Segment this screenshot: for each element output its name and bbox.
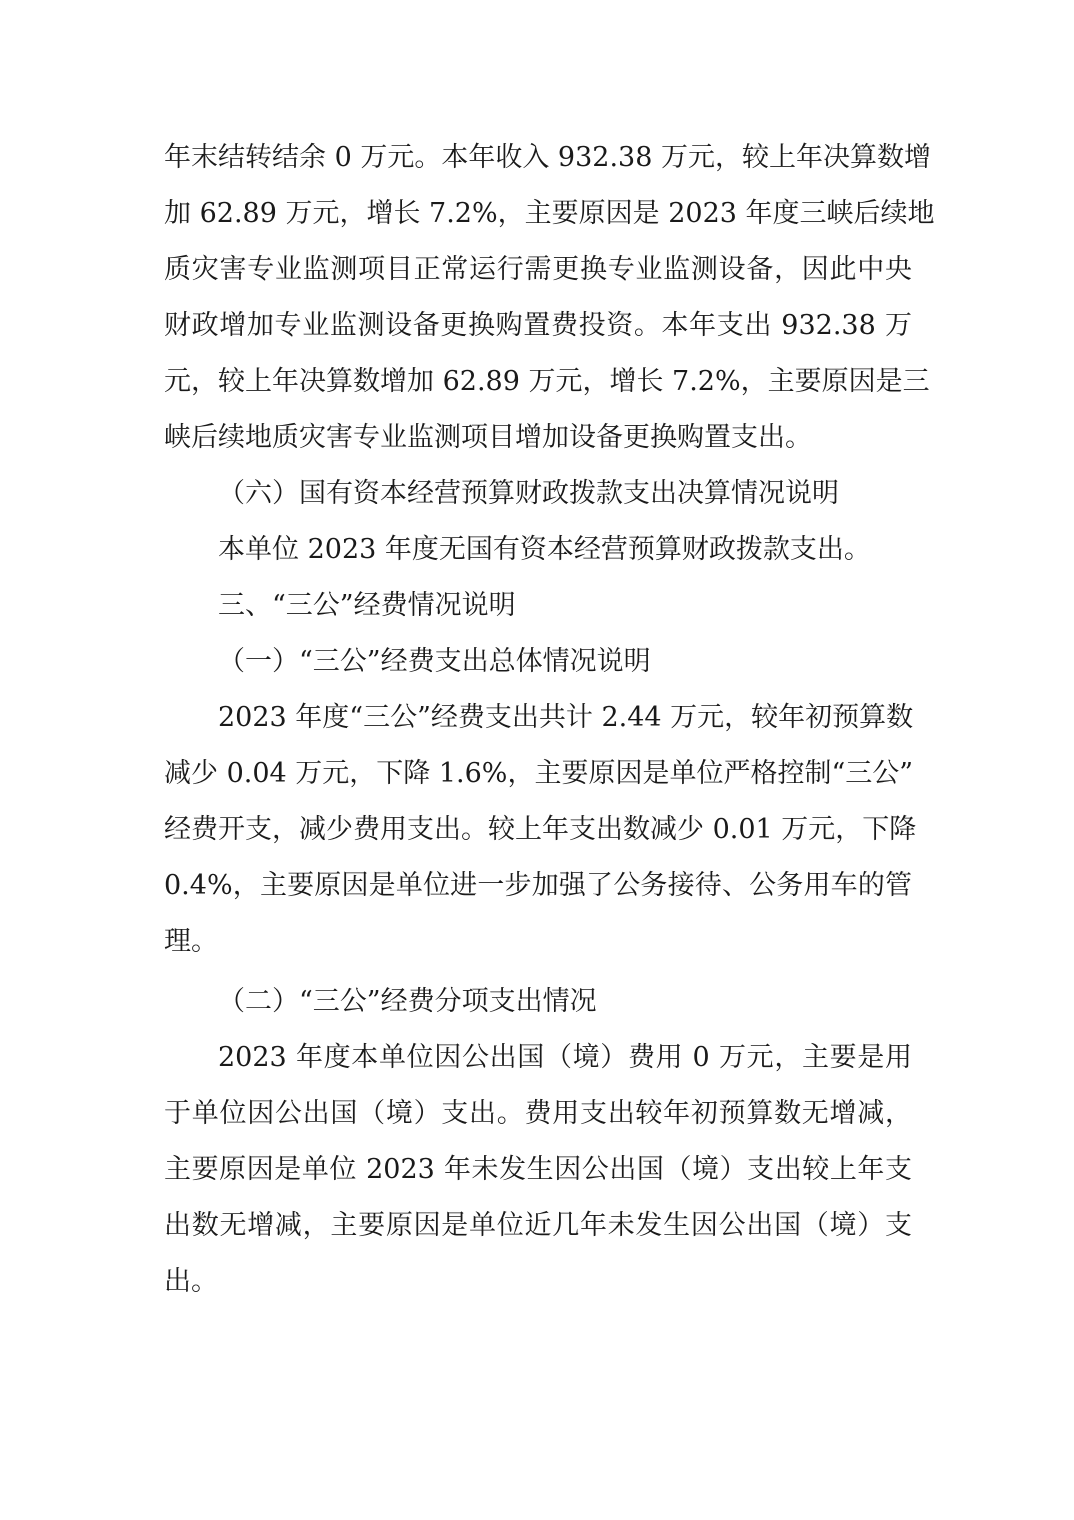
paragraph-line: 峡后续地质灾害专业监测项目增加设备更换购置支出。 bbox=[164, 422, 812, 453]
section-heading: （六）国有资本经营预算财政拨款支出决算情况说明 bbox=[218, 478, 839, 509]
paragraph-line: 年末结转结余 0 万元。本年收入 932.38 万元，较上年决算数增 bbox=[164, 142, 931, 173]
paragraph-line: 质灾害专业监测项目正常运行需更换专业监测设备，因此中央 bbox=[164, 254, 912, 285]
paragraph-line: 经费开支，减少费用支出。较上年支出数减少 0.01 万元，下降 bbox=[164, 814, 917, 845]
paragraph-line: 于单位因公出国（境）支出。费用支出较年初预算数无增减， bbox=[164, 1098, 912, 1129]
paragraph-line: 财政增加专业监测设备更换购置费投资。本年支出 932.38 万 bbox=[164, 310, 912, 341]
paragraph-line: 2023 年度“三公”经费支出共计 2.44 万元，较年初预算数 bbox=[218, 702, 914, 733]
section-heading: （一）“三公”经费支出总体情况说明 bbox=[218, 646, 651, 677]
paragraph-line: 0.4%，主要原因是单位进一步加强了公务接待、公务用车的管 bbox=[164, 870, 912, 901]
paragraph-line: 出数无增减，主要原因是单位近几年未发生因公出国（境）支 bbox=[164, 1210, 912, 1241]
paragraph-line: 主要原因是单位 2023 年未发生因公出国（境）支出较上年支 bbox=[164, 1154, 912, 1185]
paragraph-line: 理。 bbox=[164, 926, 218, 957]
paragraph-line: 元，较上年决算数增加 62.89 万元，增长 7.2%，主要原因是三 bbox=[164, 366, 930, 397]
paragraph-line: 加 62.89 万元，增长 7.2%，主要原因是 2023 年度三峡后续地 bbox=[164, 198, 935, 229]
paragraph-line: 本单位 2023 年度无国有资本经营预算财政拨款支出。 bbox=[218, 534, 871, 565]
paragraph-line: 出。 bbox=[164, 1266, 218, 1297]
section-heading: 三、“三公”经费情况说明 bbox=[218, 590, 516, 621]
paragraph-line: 2023 年度本单位因公出国（境）费用 0 万元，主要是用 bbox=[218, 1042, 912, 1073]
paragraph-line: 减少 0.04 万元，下降 1.6%，主要原因是单位严格控制“三公” bbox=[164, 758, 914, 789]
section-heading: （二）“三公”经费分项支出情况 bbox=[218, 986, 597, 1017]
